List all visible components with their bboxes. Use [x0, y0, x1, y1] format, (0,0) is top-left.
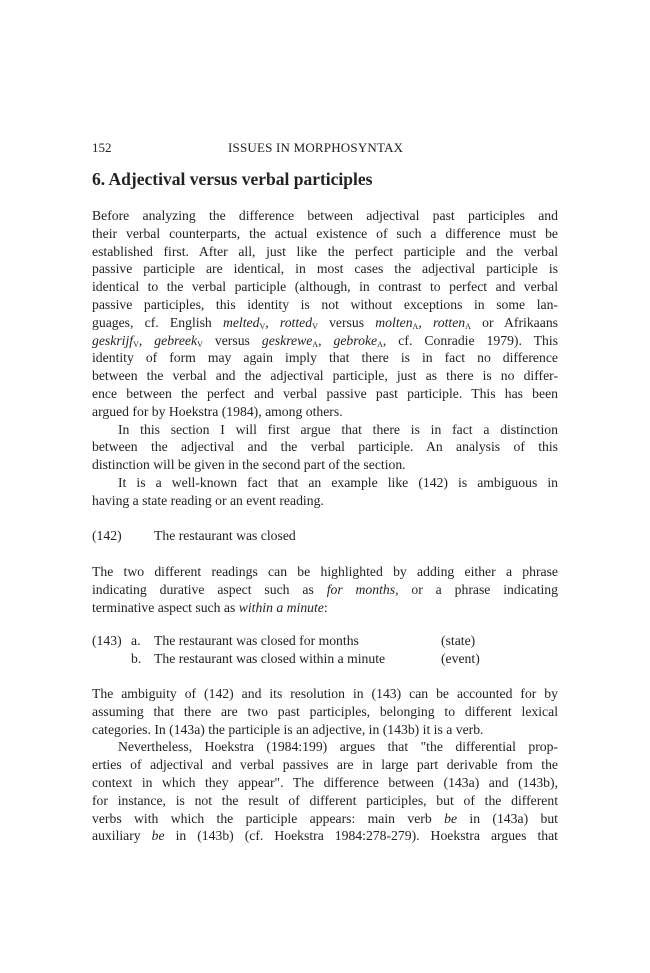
text-line: indicating durative aspect such as for months, or a phrase indicating — [92, 581, 558, 597]
paragraph-2 — [92, 421, 558, 474]
text-line: The two different readings can be highlighted by adding either a phrase — [92, 564, 558, 579]
text-line: auxiliary be in (143b) (cf. Hoekstra 1984:278-279). Hoekstra argues that — [92, 828, 558, 844]
text-line: erties of adjectival and verbal passives are in large part derivable from the — [92, 757, 558, 773]
text-line: having a state reading or an event reading. — [92, 492, 324, 508]
text-line: geskrijf$_V$, gebreek$_V$ versus geskrewe$_A$, gebroke$_A$, cf. Conradie 1979). This — [92, 332, 559, 349]
text-line: Nevertheless, Hoekstra (1984:199) argues that "the differential prop- — [118, 739, 558, 755]
paragraph-6 — [92, 738, 558, 845]
paragraph-1 — [92, 207, 558, 421]
example-number: (142) — [92, 528, 122, 543]
text-line: their verbal counterparts, the actual existence of such a difference must be — [92, 225, 558, 241]
example-text-a: The restaurant was closed for months — [154, 633, 359, 648]
text-line: passive participles, this identity is not without exceptions in some lan- — [92, 296, 558, 312]
example-number: (143) — [92, 633, 122, 648]
example-text: The restaurant was closed — [154, 528, 296, 543]
running-head: ISSUES IN MORPHOSYNTAX — [228, 140, 404, 155]
example-gloss-a: (state) — [441, 633, 476, 648]
paragraph-5 — [92, 685, 558, 738]
text-line: identity of form may again imply that there is in fact no difference — [92, 350, 558, 366]
text-line: distinction will be given in the second part of the section. — [92, 457, 406, 473]
example-text-b: The restaurant was closed within a minute — [154, 651, 386, 666]
paragraph-4 — [92, 563, 558, 616]
text-line: The ambiguity of (142) and its resolution in (143) can be accounted for by — [92, 686, 558, 701]
text-line: established first. After all, just like the perfect participle and the verbal — [92, 243, 558, 259]
text-line: passive participle are identical, in most cases the adjectival participle is — [92, 261, 558, 277]
text-line: assuming that there are two past participles, belonging to different lexical — [92, 703, 558, 719]
text-line: for instance, is not the result of different participles, but of the different — [92, 792, 558, 808]
text-line: ence between the perfect and verbal passive past participle. This has been — [92, 385, 558, 401]
text-line: between the adjectival and the verbal participle. An analysis of this — [92, 439, 558, 455]
example-gloss-b: (event) — [441, 651, 480, 666]
section-title: 6. Adjectival versus verbal participles — [92, 169, 373, 189]
page-number: 152 — [92, 140, 112, 155]
example-label-b: b. — [131, 651, 142, 666]
paragraph-3 — [92, 474, 558, 510]
text-line: terminative aspect such as within a minute: — [92, 599, 328, 615]
text-line: Before analyzing the difference between adjectival past participles and — [92, 208, 558, 223]
text-line: argued for by Hoekstra (1984), among others. — [92, 403, 343, 419]
text-line: context in which they appear". The difference between (143a) and (143b), — [92, 774, 558, 790]
example-label-a: a. — [131, 633, 141, 648]
text-line: guages, cf. English melted$_V$, rotted$_V$ versus molten$_A$, rotten$_A$ or Afrikaans — [92, 314, 558, 331]
text-line: between the verbal and the adjectival participle, just as there is no differ- — [92, 368, 558, 384]
text-line: categories. In (143a) the participle is an adjective, in (143b) it is a verb. — [92, 721, 484, 737]
text-line: It is a well-known fact that an example like (142) is ambiguous in — [118, 475, 558, 490]
text-line: identical to the verbal participle (although, in contrast to perfect and verbal — [92, 279, 558, 295]
text-line: In this section I will first argue that there is in fact a distinction — [118, 421, 558, 437]
text-line: verbs with which the participle appears: main verb be in (143a) but — [92, 810, 558, 826]
